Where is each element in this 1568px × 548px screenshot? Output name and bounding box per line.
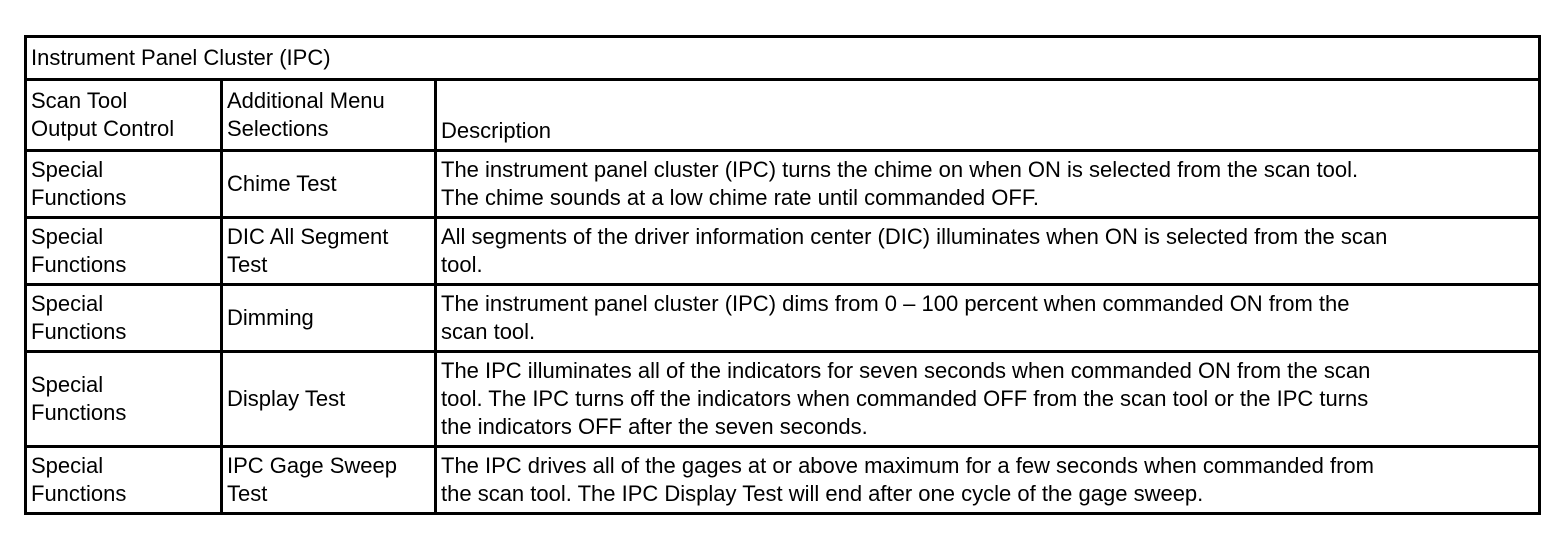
output-control-cell: Special Functions [26, 218, 222, 285]
table-title-row [26, 37, 1540, 80]
menu-selection-cell: IPC Gage Sweep Test [222, 447, 436, 514]
table-header-row [26, 80, 1540, 151]
output-control-cell: Special Functions [26, 352, 222, 447]
table-row [26, 151, 1540, 218]
output-control-cell: Special Functions [26, 285, 222, 352]
header-description: Description [436, 80, 1540, 151]
output-control-cell: Special Functions [26, 447, 222, 514]
menu-selection-cell: DIC All Segment Test [222, 218, 436, 285]
table-row [26, 447, 1540, 514]
description-cell: The IPC drives all of the gages at or above maximum for a few seconds when commanded from the scan tool. The IPC Display Test will end after one cycle of the gage sweep. [436, 447, 1540, 514]
description-cell: The instrument panel cluster (IPC) dims from 0 – 100 percent when commanded ON from the scan tool. [436, 285, 1540, 352]
header-additional-menu-selections: Additional Menu Selections [222, 80, 436, 151]
description-cell: The instrument panel cluster (IPC) turns the chime on when ON is selected from the scan tool. The chime sounds at a low chime rate until commanded OFF. [436, 151, 1540, 218]
output-control-cell: Special Functions [26, 151, 222, 218]
table-row [26, 218, 1540, 285]
description-cell: The IPC illuminates all of the indicators for seven seconds when commanded ON from the scan tool. The IPC turns off the indicators when commanded OFF from the scan tool or the IPC turns the indicators OFF after the seven seconds. [436, 352, 1540, 447]
header-scan-tool-output-control: Scan Tool Output Control [26, 80, 222, 151]
table-row [26, 285, 1540, 352]
menu-selection-cell: Chime Test [222, 151, 436, 218]
table-title: Instrument Panel Cluster (IPC) [26, 37, 1540, 80]
menu-selection-cell: Dimming [222, 285, 436, 352]
menu-selection-cell: Display Test [222, 352, 436, 447]
description-cell: All segments of the driver information center (DIC) illuminates when ON is selected from the scan tool. [436, 218, 1540, 285]
table-row [26, 352, 1540, 447]
ipc-output-control-table [24, 35, 1541, 515]
